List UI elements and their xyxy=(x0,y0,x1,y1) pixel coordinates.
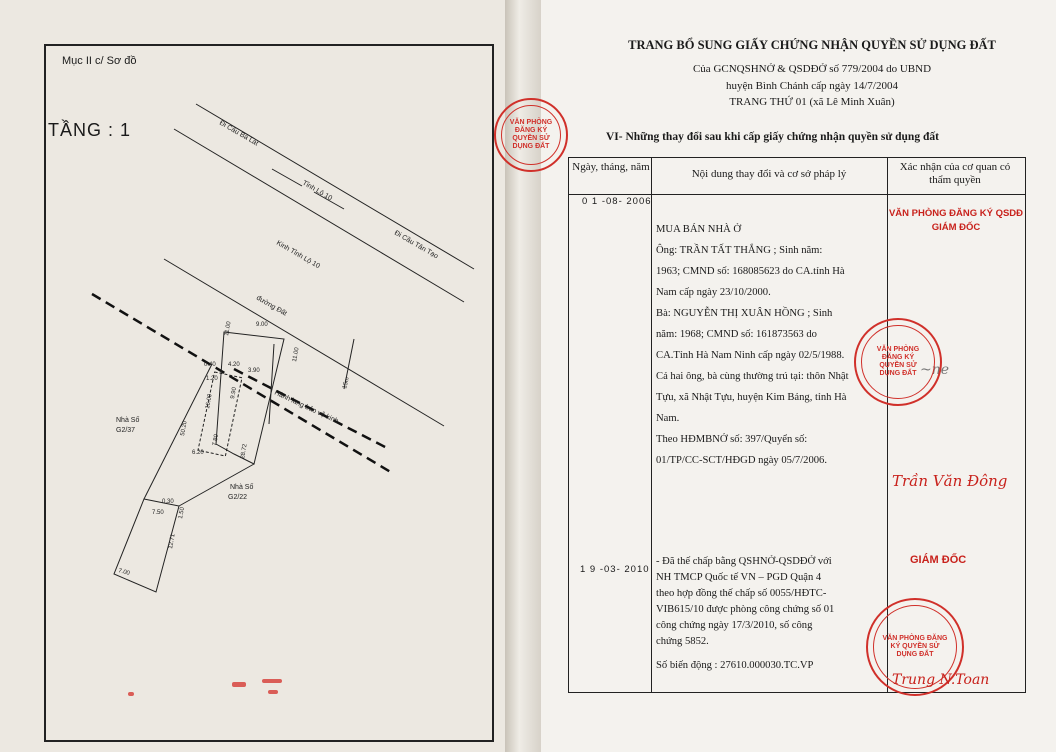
entry-1-line: 1963; CMND số: 168085623 do CA.tỉnh Hà xyxy=(656,266,845,277)
dim-label: 1.50 xyxy=(178,506,186,520)
dim-label: 1.20 xyxy=(206,376,218,382)
col-header-content: Nội dung thay đổi và cơ sở pháp lý xyxy=(691,168,847,180)
lot-left-name: Nhà Số xyxy=(116,417,140,424)
entry-2-line: công chứng ngày 17/3/2010, số công xyxy=(656,620,813,631)
entry-1-line: Nam cấp ngày 23/10/2000. xyxy=(656,287,771,298)
entry-1-line: CA.Tỉnh Hà Nam Ninh cấp ngày 02/5/1988. xyxy=(656,350,845,361)
dim-label: 3.90 xyxy=(248,368,260,374)
col-header-date: Ngày, tháng, năm xyxy=(572,161,650,173)
office-seal-top: VĂN PHÒNG ĐĂNG KÝ QUYỀN SỬ DỤNG ĐẤT xyxy=(494,98,568,172)
entry-1-line: Nam. xyxy=(656,413,680,424)
entry-2-line: theo hợp đồng thế chấp số 0055/HĐTC- xyxy=(656,588,827,599)
dim-label: 11.00 xyxy=(292,346,301,363)
entry-2-line: Số biến động : 27610.000030.TC.VP xyxy=(656,660,814,671)
entry-1-line: năm: 1968; CMND số: 161873563 do xyxy=(656,329,817,340)
office-seal-middle: VĂN PHÒNG ĐĂNG KÝ QUYỀN SỬ DỤNG ĐẤT xyxy=(854,318,942,406)
entry-2-line: NH TMCP Quốc tế VN – PGD Quận 4 xyxy=(656,572,822,583)
col-header-confirmation: Xác nhận của cơ quan có thẩm quyền xyxy=(899,161,1011,186)
road-label-1: Đi Cầu Bà Lát xyxy=(218,119,260,148)
entry-1-confirm-title: GIÁM ĐỐC xyxy=(931,222,981,233)
road-axis-1 xyxy=(272,169,302,186)
dim-label: 7.80 xyxy=(212,433,220,447)
dim-label: 15m xyxy=(342,376,351,390)
dim-label: 7.00 xyxy=(117,568,131,577)
dim-label: 0.40 xyxy=(204,362,216,368)
entry-1-line: 01/TP/CC-SCT/HĐGD ngày 05/7/2006. xyxy=(656,455,827,466)
dim-label: 16.00 xyxy=(205,393,214,410)
entry-1-line: Bà: NGUYỄN THỊ XUÂN HỒNG ; Sinh xyxy=(656,308,833,319)
dim-label: 0.30 xyxy=(162,499,174,505)
red-mark xyxy=(262,679,282,683)
entry-2-line: chứng 5852. xyxy=(656,636,709,647)
dim-label: 12.71 xyxy=(168,533,177,550)
bottom-signature: Trung N.Toan xyxy=(892,672,990,688)
document-title: TRANG BỔ SUNG GIẤY CHỨNG NHẬN QUYỀN SỬ DỤNG ĐẤT xyxy=(628,38,996,52)
entry-2-line: - Đã thế chấp bằng QSHNỞ-QSDĐỞ với xyxy=(656,556,832,567)
page-number-line: TRANG THỨ 01 (xã Lê Minh Xuân) xyxy=(729,96,895,108)
lot-right-number: G2/22 xyxy=(228,494,248,501)
red-mark xyxy=(268,690,278,694)
issuing-authority: huyện Bình Chánh cấp ngày 14/7/2004 xyxy=(725,80,898,92)
dim-label: 9.00 xyxy=(256,322,268,328)
dim-label: 4.20 xyxy=(228,362,240,368)
certificate-reference: Của GCNQSHNỞ & QSDĐỞ số 779/2004 do UBND xyxy=(692,63,932,75)
entry-1-content xyxy=(656,219,886,471)
road-label-6: Hành lang bảo vệ kinh xyxy=(273,389,340,426)
dim-label: 9.90 xyxy=(230,386,238,400)
red-mark xyxy=(128,692,134,696)
road-label-3: Đi Cầu Tân Tạo xyxy=(393,229,440,261)
entry-2-date: 1 9 -03- 2010 xyxy=(580,564,650,575)
dim-label: 28.72 xyxy=(240,443,249,460)
dim-label: 50.20 xyxy=(180,420,189,437)
entry-1-signer: Trần Văn Đông xyxy=(892,472,1008,490)
plan-section-label: Mục II c/ Sơ đồ xyxy=(62,55,137,67)
lot-left-number: G2/37 xyxy=(116,427,136,434)
red-mark xyxy=(232,682,246,687)
site-plan-drawing xyxy=(44,44,490,738)
floor-label: TẦNG : 1 xyxy=(48,120,132,140)
table-col-divider xyxy=(651,158,652,692)
road-label-4: Kinh Tỉnh Lộ 10 xyxy=(275,239,321,271)
dim-label: 11.00 xyxy=(224,320,233,337)
entry-2-line: VIB615/10 được phòng công chứng số 01 xyxy=(656,604,835,615)
dim-label: 6.20 xyxy=(192,450,204,456)
lot-right-name: Nhà Số xyxy=(230,484,254,491)
entry-1-line: Cả hai ông, bà cùng thường trú tại: thôn Nhật xyxy=(656,371,849,382)
entry-1-signature-mark: ~ne xyxy=(920,362,950,378)
dim-label: 7.50 xyxy=(152,510,164,516)
entry-1-line: Theo HĐMBNỞ số: 397/Quyển số: xyxy=(656,434,808,445)
office-seal-bottom: VĂN PHÒNG ĐĂNG KÝ QUYỀN SỬ DỤNG ĐẤT xyxy=(866,598,964,696)
entry-1-date: 0 1 -08- 2006 xyxy=(582,196,652,207)
road-label-2: Tỉnh Lộ 10 xyxy=(301,179,334,203)
section-heading: VI- Những thay đổi sau khi cấp giấy chứng nhận quyền sử dụng đất xyxy=(606,131,939,143)
table-header-divider xyxy=(569,194,1025,195)
entry-1-line: Ông: TRẦN TẤT THẮNG ; Sinh năm: xyxy=(656,245,823,256)
entry-1-line: MUA BÁN NHÀ Ở xyxy=(656,224,742,235)
entry-2-content xyxy=(656,554,886,674)
entry-1-confirm-org: VĂN PHÒNG ĐĂNG KÝ QSDĐ xyxy=(888,208,1024,219)
road-label-5: đường Đất xyxy=(255,294,288,318)
road-edge-2 xyxy=(174,129,464,302)
entry-1-line: Tựu, xã Nhật Tựu, huyện Kim Bảng, tỉnh Hà xyxy=(656,392,847,403)
entry-2-confirm-title: GIÁM ĐỐC xyxy=(910,554,967,566)
